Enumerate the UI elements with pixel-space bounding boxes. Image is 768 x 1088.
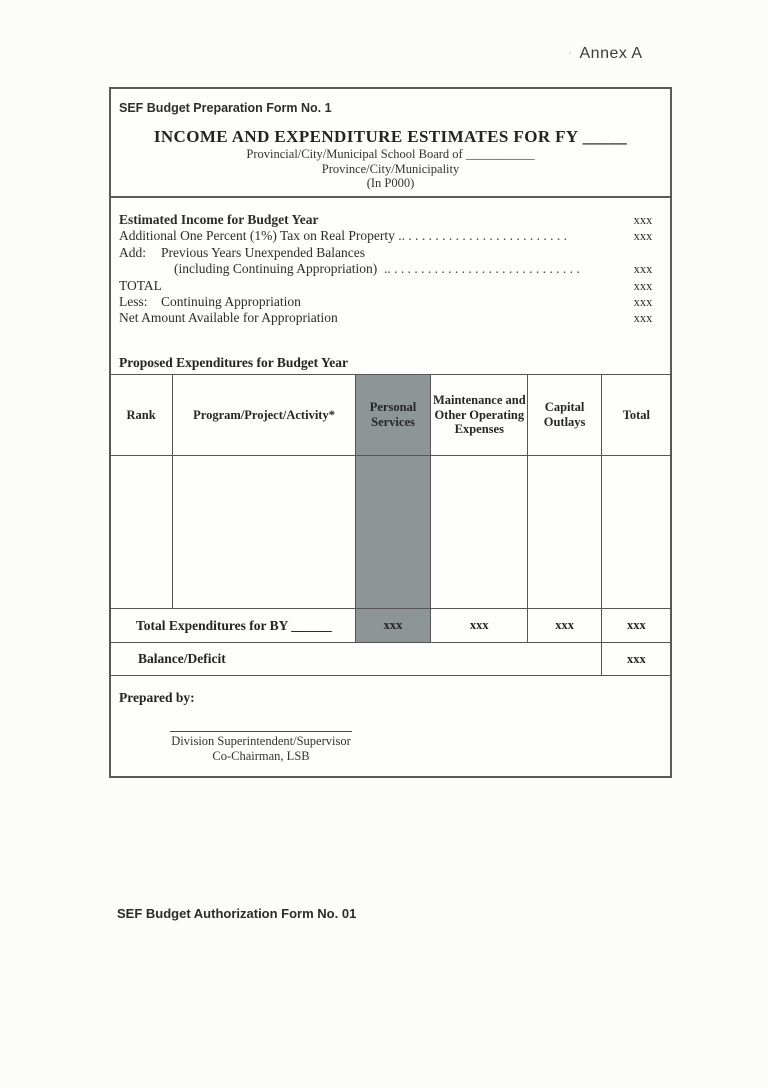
income-row-estimated [119,212,670,228]
dot-leader: .. . . . . . . . . . . . . . . . . . . . . . . . . [394,228,567,244]
income-label: Additional One Percent (1%) Tax on Real Property [119,228,395,244]
income-value: xxx [633,213,653,227]
total-expenditures-label: Total Expenditures for BY ______ [110,609,356,643]
income-label: Previous Years Unexpended Balances [161,244,365,260]
column-header-mooe: Maintenance and Other Operating Expenses [431,375,528,456]
income-prefix: Add: [119,244,146,260]
income-label: Continuing Appropriation [161,293,301,309]
income-row-total [119,278,670,294]
fiscal-year-blank: _____ [577,127,628,146]
signatory-role: Co-Chairman, LSB [212,748,310,763]
income-row-tax [119,228,670,244]
empty-cell-program [173,456,356,609]
income-label: (including Continuing Appropriation) [174,261,378,277]
total-total: xxx [601,609,671,643]
empty-cell-personal-services [355,456,430,609]
scan-artifact-tick: · [568,45,573,59]
income-section [119,212,670,327]
header-divider [109,196,672,198]
empty-cell-rank [110,456,173,609]
column-header-rank: Rank [110,375,173,456]
form-title: INCOME AND EXPENDITURE ESTIMATES FOR FY _____ [153,127,628,146]
table-header-row [110,375,672,456]
balance-deficit-value: xxx [601,643,671,676]
prepared-by-label: Prepared by: [119,690,195,705]
signature-block [151,731,371,763]
column-header-program: Program/Project/Activity* [173,375,356,456]
income-value: xxx [633,278,653,293]
school-board-blank: ___________ [462,147,535,161]
annex-label [568,45,643,63]
expenditures-table [109,374,672,676]
subtitle-units: (In P000) [366,176,415,190]
income-value: xxx [633,229,653,244]
income-label: TOTAL [119,277,162,293]
balance-deficit-label: Balance/Deficit [110,643,602,676]
column-header-personal-services: Personal Services [355,375,430,456]
income-label: Estimated Income for Budget Year [119,212,319,227]
total-mooe: xxx [431,609,528,643]
income-row-add [119,245,670,261]
income-value: xxx [633,262,653,277]
signatory-position: Division Superintendent/Supervisor [171,734,351,748]
total-capital-outlays: xxx [528,609,601,643]
income-label: Net Amount Available for Appropriation [119,310,338,326]
form-title-block [111,127,670,191]
total-personal-services: xxx [355,609,430,643]
subtitle-lgu: Province/City/Municipality [321,161,460,176]
expenditures-section-title: Proposed Expenditures for Budget Year [119,355,349,370]
subtitle-school-board: Provincial/City/Municipal School Board of ___________ [246,147,535,161]
income-row-including [119,261,670,277]
budget-form-box [109,87,672,778]
budget-year-blank: ______ [287,617,332,633]
empty-cell-capital-outlays [528,456,601,609]
form-number-top: SEF Budget Preparation Form No. 1 [119,101,332,115]
income-row-less [119,294,670,310]
column-header-capital-outlays: Capital Outlays [528,375,601,456]
form-number-bottom: SEF Budget Authorization Form No. 01 [117,906,357,921]
empty-cell-total [601,456,671,609]
income-value: xxx [633,311,653,326]
income-row-net [119,310,670,326]
empty-cell-mooe [431,456,528,609]
annex-text: Annex A [579,45,643,62]
column-header-total: Total [601,375,671,456]
total-expenditures-row [110,609,672,643]
balance-deficit-row [110,643,672,676]
dot-leader: .. . . . . . . . . . . . . . . . . . . . . . . . . . . . . [377,261,580,277]
income-value: xxx [633,294,653,309]
table-empty-row [110,456,672,609]
income-prefix: Less: [119,293,148,309]
